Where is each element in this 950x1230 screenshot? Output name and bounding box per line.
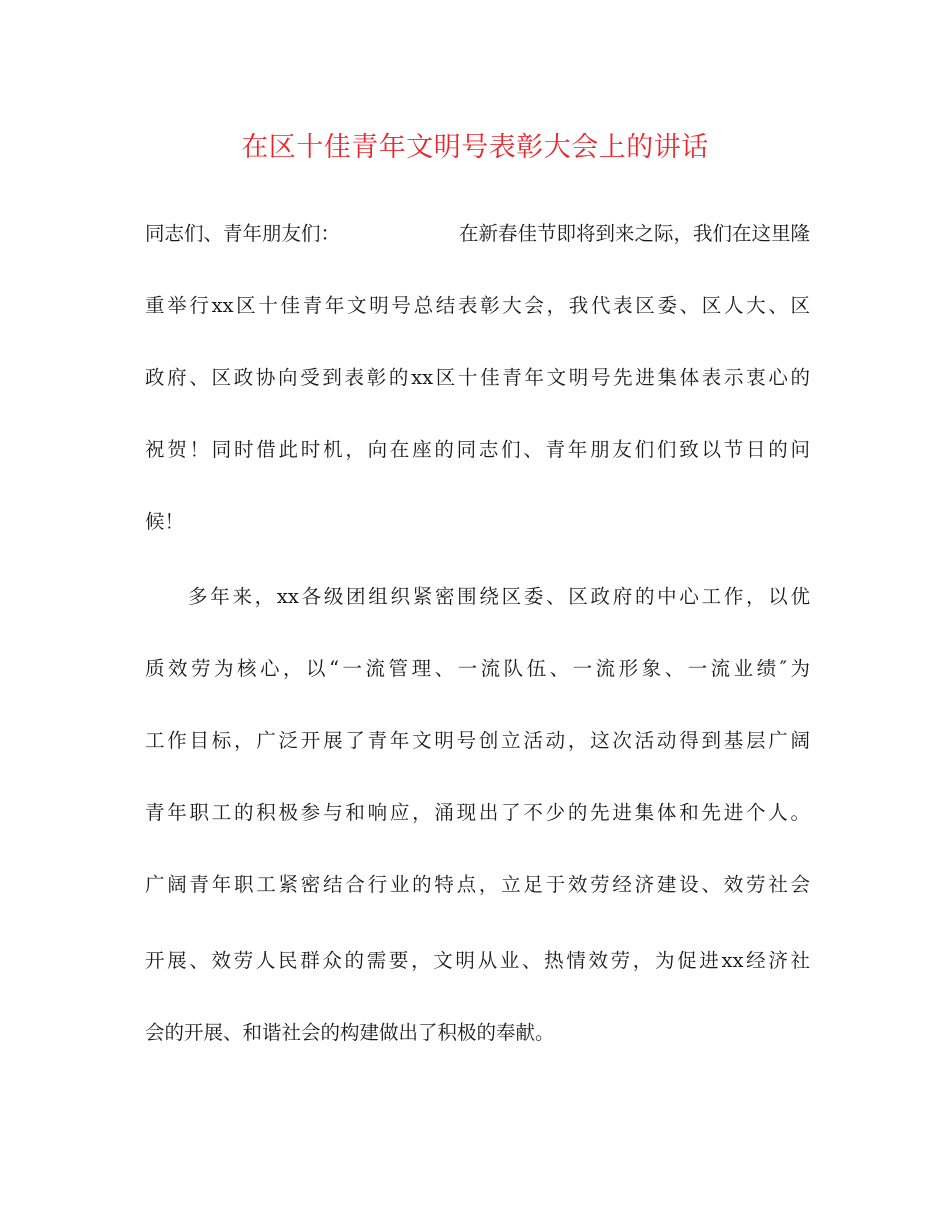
paragraph-2-line-2: 质效劳为核心，以“一流管理、一流队伍、一流形象、一流业绩″为 xyxy=(145,657,810,680)
paragraph-1-line-2: 重举行xx区十佳青年文明号总结表彰大会，我代表区委、区人大、区 xyxy=(145,294,810,317)
paragraph-2-line-1: 多年来，xx各级团组织紧密围绕区委、区政府的中心工作，以优 xyxy=(188,585,810,608)
document-title: 在区十佳青年文明号表彰大会上的讲话 xyxy=(241,132,709,163)
paragraph-2-line-5: 广阔青年职工紧密结合行业的特点，立足于效劳经济建设、效劳社会 xyxy=(145,873,810,896)
paragraph-1-line-4: 祝贺！同时借此时机，向在座的同志们、青年朋友们们致以节日的问 xyxy=(145,438,810,461)
paragraph-2-line-4: 青年职工的积极参与和响应，涌现出了不少的先进集体和先进个人。 xyxy=(145,801,810,824)
paragraph-2-line-7: 会的开展、和谐社会的构建做出了积极的奉献。 xyxy=(145,1021,555,1044)
paragraph-1-line-3: 政府、区政协向受到表彰的xx区十佳青年文明号先进集体表示衷心的 xyxy=(145,366,810,389)
paragraph-1-line-1 xyxy=(145,219,810,249)
opening-sentence: 在新春佳节即将到来之际，我们在这里隆 xyxy=(458,222,810,245)
paragraph-1-line-5: 候！ xyxy=(145,510,185,533)
paragraph-2-line-6: 开展、效劳人民群众的需要，文明从业、热情效劳，为促进xx经济社 xyxy=(145,949,810,972)
salutation: 同志们、青年朋友们： xyxy=(145,222,341,245)
paragraph-2-line-3: 工作目标，广泛开展了青年文明号创立活动，这次活动得到基层广阔 xyxy=(145,729,810,752)
